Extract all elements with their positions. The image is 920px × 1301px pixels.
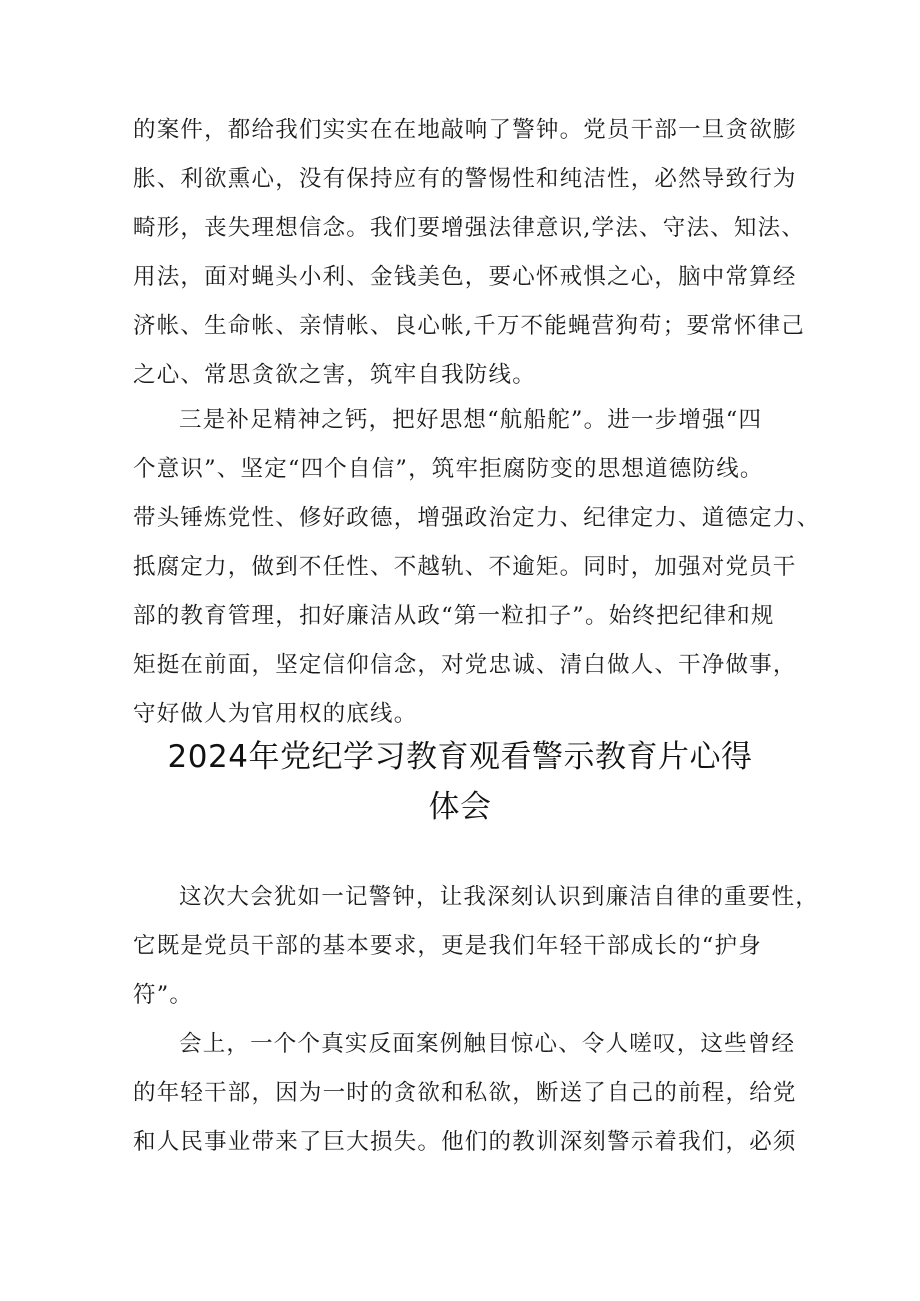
text-line: 三是补足精神之钙，把好思想“航船舵”。进一步增强“四 <box>179 407 763 433</box>
text-line: 个意识”、坚定“四个自信”，筑牢拒腐防变的思想道德防线。 <box>133 456 764 482</box>
text-line: 济帐、生命帐、亲情帐、良心帐,千万不能蝇营狗苟；要常怀律己 <box>133 313 805 339</box>
text-line: 的案件，都给我们实实在在地敲响了警钟。党员干部一旦贪欲膨 <box>133 117 797 143</box>
text-line: 用法，面对蝇头小利、金钱美色，要心怀戒惧之心，脑中常算经 <box>133 264 797 290</box>
text-line: 和人民事业带来了巨大损失。他们的教训深刻警示着我们，必须 <box>133 1129 797 1155</box>
article-title-line-2: 体会 <box>428 789 492 825</box>
text-line: 会上，一个个真实反面案例触目惊心、令人嗟叹，这些曾经 <box>179 1031 796 1057</box>
text-line: 的年轻干部，因为一时的贪欲和私欲，断送了自己的前程，给党 <box>133 1080 797 1106</box>
text-line: 符”。 <box>133 982 194 1008</box>
text-line: 之心、常思贪欲之害，筑牢自我防线。 <box>133 362 536 388</box>
text-line: 抵腐定力，做到不任性、不越轨、不逾矩。同时，加强对党员干 <box>133 554 797 580</box>
article-title-line-1: 2024年党纪学习教育观看警示教育片心得 <box>167 739 753 775</box>
text-line: 胀、利欲熏心，没有保持应有的警惕性和纯洁性，必然导致行为 <box>133 166 797 192</box>
text-line: 部的教育管理，扣好廉洁从政“第一粒扣子”。始终把纪律和规 <box>133 603 775 629</box>
text-line: 矩挺在前面，坚定信仰信念，对党忠诚、清白做人、干净做事， <box>133 652 797 678</box>
text-line: 它既是党员干部的基本要求，更是我们年轻干部成长的“护身 <box>133 933 762 959</box>
text-line: 带头锤炼党性、修好政德，增强政治定力、纪律定力、道德定力、 <box>133 505 821 531</box>
text-line: 畸形，丧失理想信念。我们要增强法律意识,学法、守法、知法、 <box>133 215 805 241</box>
text-line: 守好做人为官用权的底线。 <box>133 701 418 727</box>
text-line: 这次大会犹如一记警钟，让我深刻认识到廉洁自律的重要性， <box>179 884 819 910</box>
